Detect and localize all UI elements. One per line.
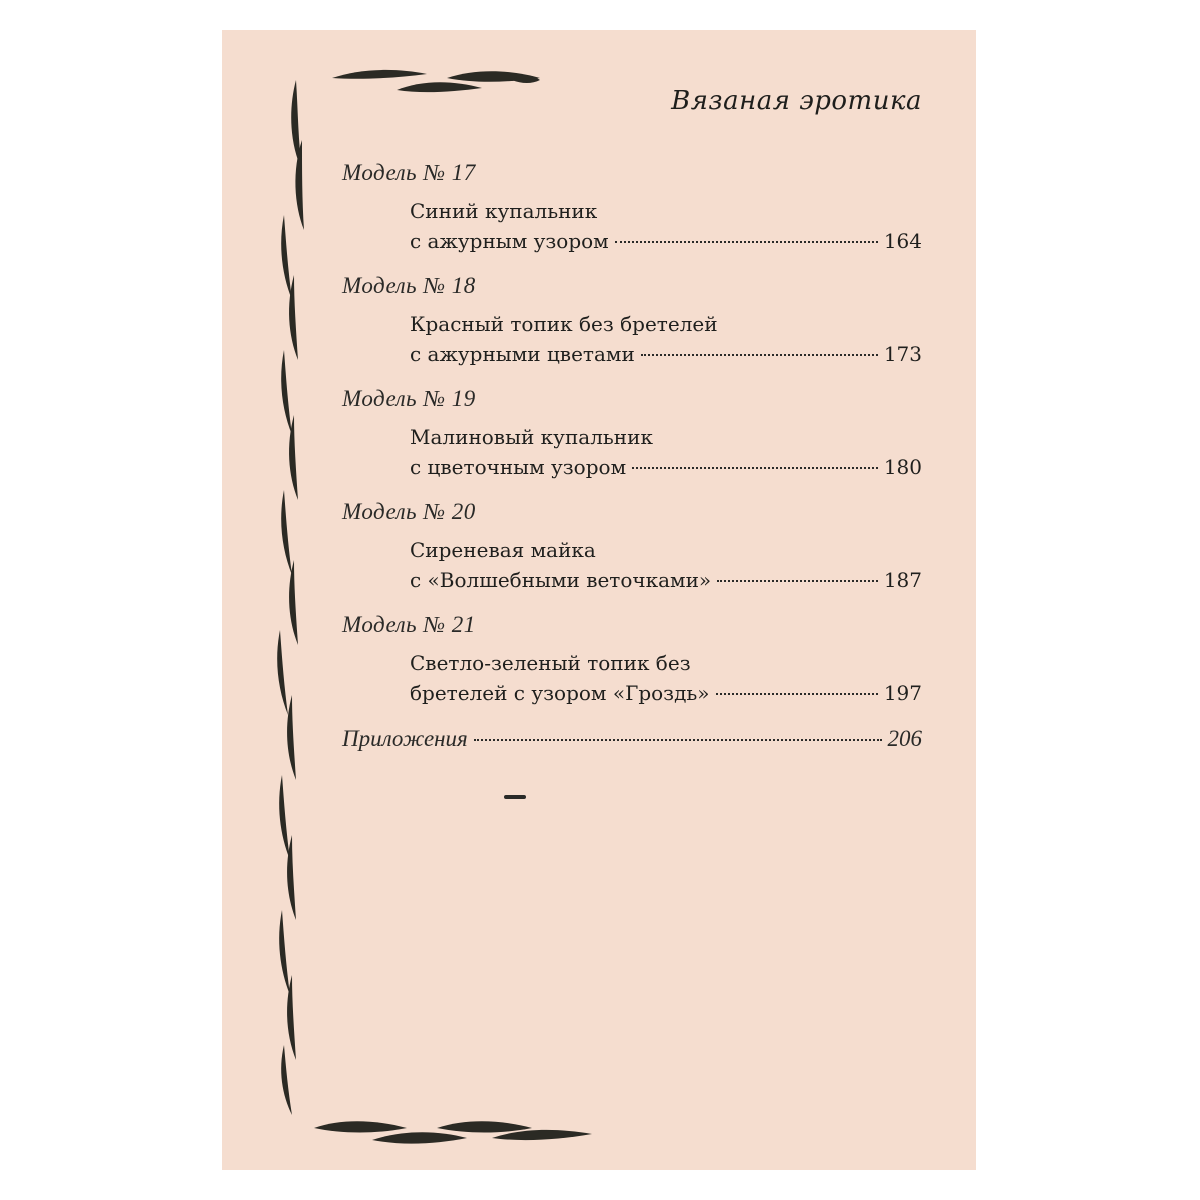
entry-title-line: Красный топик без бретелей <box>410 312 718 336</box>
entry-title-line-with-page <box>410 678 922 708</box>
entry-title-line: Малиновый купальник <box>410 425 653 449</box>
table-of-contents <box>342 158 922 755</box>
toc-section <box>342 384 922 497</box>
entry-title-line-with-page <box>410 226 922 256</box>
toc-section <box>342 610 922 723</box>
appendix-label: Приложения <box>342 726 468 751</box>
dot-leader <box>632 467 878 469</box>
dot-leader <box>717 580 878 582</box>
model-heading: Модель № 21 <box>342 612 476 637</box>
dot-leader <box>716 693 878 695</box>
book-page <box>222 30 976 1170</box>
page-number: 173 <box>883 342 922 366</box>
dot-leader <box>474 739 882 741</box>
page-number: 180 <box>883 455 922 479</box>
entry-title-line: Светло-зеленый топик без <box>410 651 691 675</box>
entry-title-continuation: с ажурными цветами <box>410 342 635 366</box>
running-header-title: Вязаная эротика <box>671 86 922 116</box>
toc-entry <box>410 309 922 369</box>
toc-entry <box>410 535 922 595</box>
entry-title-continuation: с цветочным узором <box>410 455 627 479</box>
toc-appendix-entry <box>342 723 922 755</box>
toc-section <box>342 271 922 384</box>
appendix-page-number: 206 <box>887 726 922 751</box>
page-number: 164 <box>883 229 922 253</box>
toc-entry <box>410 196 922 256</box>
model-heading: Модель № 18 <box>342 273 476 298</box>
model-heading: Модель № 19 <box>342 386 476 411</box>
page-number: 187 <box>883 568 922 592</box>
entry-title-continuation: с ажурным узором <box>410 229 609 253</box>
model-heading: Модель № 17 <box>342 160 476 185</box>
model-heading: Модель № 20 <box>342 499 476 524</box>
end-dash-ornament <box>504 795 526 799</box>
toc-entry <box>410 648 922 708</box>
toc-entry <box>410 422 922 482</box>
entry-title-line-with-page <box>410 565 922 595</box>
entry-title-continuation: бретелей с узором «Гроздь» <box>410 681 710 705</box>
entry-title-line-with-page <box>410 452 922 482</box>
entry-title-line-with-page <box>410 339 922 369</box>
dot-leader <box>615 241 878 243</box>
toc-section <box>342 158 922 271</box>
page-number: 197 <box>883 681 922 705</box>
entry-title-continuation: с «Волшебными веточками» <box>410 568 712 592</box>
entry-title-line: Сиреневая майка <box>410 538 596 562</box>
toc-section <box>342 497 922 610</box>
dot-leader <box>641 354 878 356</box>
entry-title-line: Синий купальник <box>410 199 598 223</box>
